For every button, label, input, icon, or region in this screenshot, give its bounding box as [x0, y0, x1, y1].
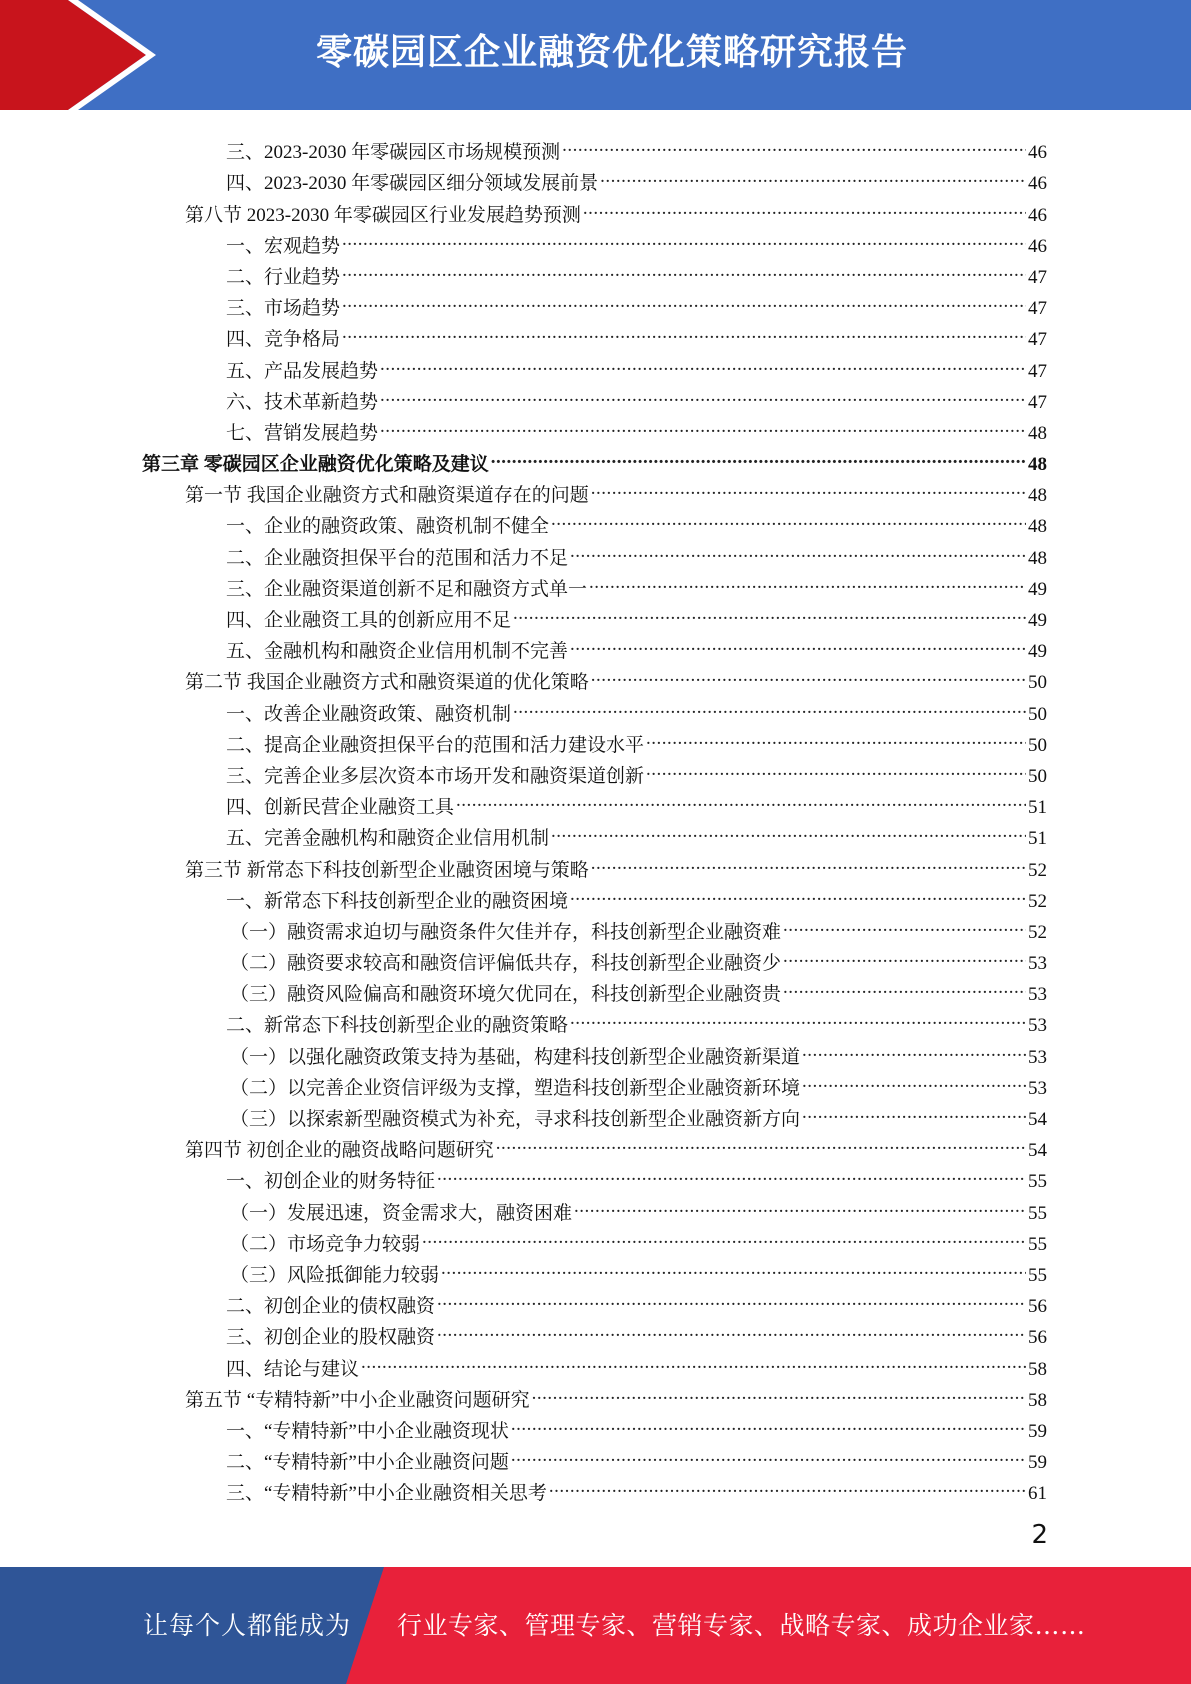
toc-page-number: 51 [1028, 797, 1047, 819]
toc-entry-title: 一、“专精特新”中小企业融资现状 [226, 1420, 509, 1442]
toc-page-number: 54 [1028, 1109, 1047, 1130]
toc-page-number: 51 [1028, 828, 1047, 850]
toc-page-number: 50 [1028, 734, 1047, 756]
toc-dot-leader [437, 1312, 1026, 1343]
toc-page-number: 52 [1028, 890, 1047, 912]
toc-entry-title: 一、宏观趋势 [226, 235, 341, 257]
toc-entry-title: 四、创新民营企业融资工具 [226, 797, 455, 819]
toc-dot-leader [591, 470, 1026, 501]
footer-slogan-left: 让每个人都能成为 [143, 1611, 352, 1640]
toc-dot-leader [783, 907, 1026, 938]
toc-page-number: 50 [1028, 765, 1047, 787]
toc-page-number: 46 [1028, 204, 1047, 226]
toc-entry-title: 第四节 初创企业的融资战略问题研究 [185, 1140, 494, 1162]
page-number: 2 [1031, 1520, 1048, 1550]
toc-entry-title: 三、企业融资渠道创新不足和融资方式单一 [226, 578, 588, 600]
header-arrow-decoration [0, 0, 240, 110]
toc-page-number: 54 [1028, 1140, 1047, 1162]
toc-dot-leader [570, 626, 1026, 657]
toc-dot-leader [562, 127, 1026, 158]
toc-page-number: 49 [1028, 641, 1047, 663]
toc-page-number: 58 [1028, 1389, 1047, 1411]
toc-entry-title: 四、竞争格局 [226, 329, 341, 351]
toc-page-number: 48 [1028, 454, 1047, 476]
toc-page-number: 47 [1028, 360, 1047, 382]
toc-page-number: 53 [1028, 1046, 1047, 1068]
toc-dot-leader [342, 283, 1026, 314]
toc-dot-leader [591, 844, 1026, 875]
toc-dot-leader [574, 1187, 1026, 1218]
toc-entry-title: （二）融资要求较高和融资信评偏低共存，科技创新型企业融资少 [230, 953, 782, 975]
footer-slogan-right: 行业专家、管理专家、营销专家、战略专家、成功企业家…… [397, 1611, 1086, 1640]
toc-dot-leader [437, 1156, 1026, 1187]
toc-entry-title: （二）以完善企业资信评级为支撑，塑造科技创新型企业融资新环境 [230, 1077, 801, 1099]
toc-page-number: 52 [1028, 859, 1047, 881]
toc-dot-leader [646, 751, 1026, 782]
toc-dot-leader [591, 657, 1026, 688]
toc-page-number: 48 [1028, 516, 1047, 538]
toc-entry-title: 二、提高企业融资担保平台的范围和活力建设水平 [226, 734, 645, 756]
toc-entry-title: 二、企业融资担保平台的范围和活力不足 [226, 547, 569, 569]
toc-entry-title: 一、企业的融资政策、融资机制不健全 [226, 516, 550, 538]
toc-page-number: 55 [1028, 1202, 1047, 1224]
toc-page-number: 47 [1028, 329, 1047, 351]
toc-dot-leader [511, 1437, 1026, 1468]
toc-entry-title: 四、结论与建议 [226, 1358, 360, 1380]
toc-page-number: 53 [1028, 1015, 1047, 1037]
toc-dot-leader [437, 1281, 1026, 1312]
page-header [0, 0, 1191, 110]
toc-dot-leader [802, 1031, 1026, 1062]
toc-entry-title: （一）融资需求迫切与融资条件欠佳并存，科技创新型企业融资难 [230, 921, 782, 943]
toc-entry-title: 第二节 我国企业融资方式和融资渠道的优化策略 [185, 672, 589, 694]
toc-entry-title: 第五节 “专精特新”中小企业融资问题研究 [185, 1389, 530, 1411]
toc-page-number: 59 [1028, 1420, 1047, 1442]
toc-dot-leader [342, 252, 1026, 283]
toc-entry-title: 三、“专精特新”中小企业融资相关思考 [226, 1483, 547, 1505]
toc-dot-leader [583, 189, 1026, 220]
toc-dot-leader [380, 345, 1026, 376]
toc-page-number: 59 [1028, 1452, 1047, 1474]
toc-entry-title: 一、初创企业的财务特征 [226, 1171, 436, 1193]
toc-dot-leader [570, 1000, 1026, 1031]
toc-dot-leader [551, 501, 1026, 532]
toc-dot-leader [441, 1250, 1026, 1281]
toc-page-number: 53 [1028, 984, 1047, 1006]
toc-page-number: 46 [1028, 173, 1047, 195]
toc-entry-title: 五、金融机构和融资企业信用机制不完善 [226, 641, 569, 663]
toc-entry-title: 六、技术革新趋势 [226, 391, 379, 413]
toc-entry-title: （三）风险抵御能力较弱 [230, 1264, 440, 1286]
toc-entry-title: （一）以强化融资政策支持为基础，构建科技创新型企业融资新渠道 [230, 1046, 801, 1068]
toc-entry-title: （二）市场竞争力较弱 [230, 1233, 421, 1255]
toc-page-number: 46 [1028, 235, 1047, 257]
toc-entry-title: 第八节 2023-2030 年零碳园区行业发展趋势预测 [185, 204, 581, 226]
toc-page-number: 48 [1028, 547, 1047, 569]
toc-dot-leader [549, 1468, 1026, 1499]
toc-dot-leader [491, 439, 1026, 470]
toc-entry-title: 二、行业趋势 [226, 266, 341, 288]
toc-page-number: 56 [1028, 1296, 1047, 1318]
report-title: 零碳园区企业融资优化策略研究报告 [316, 32, 909, 73]
toc-page-number: 55 [1028, 1171, 1047, 1193]
toc-entry-title: 三、初创企业的股权融资 [226, 1327, 436, 1349]
toc-page-number: 49 [1028, 578, 1047, 600]
toc-dot-leader [496, 1125, 1026, 1156]
toc-page-number: 49 [1028, 610, 1047, 631]
toc-page-number: 47 [1028, 298, 1047, 320]
toc-entry-title: 四、企业融资工具的创新应用不足 [226, 610, 512, 631]
toc-entry-title: 第一节 我国企业融资方式和融资渠道存在的问题 [185, 485, 589, 507]
toc-dot-leader [342, 221, 1026, 252]
toc-entry-title: 第三章 零碳园区企业融资优化策略及建议 [142, 454, 489, 476]
toc-page-number: 46 [1028, 142, 1047, 164]
toc-dot-leader [511, 1406, 1026, 1437]
toc-entry-title: 第三节 新常态下科技创新型企业融资困境与策略 [185, 859, 589, 881]
toc-page-number: 56 [1028, 1327, 1047, 1349]
toc-page-number: 52 [1028, 921, 1047, 943]
toc-entry-title: 五、完善金融机构和融资企业信用机制 [226, 828, 550, 850]
toc-dot-leader [422, 1219, 1026, 1250]
toc-entry-title: 三、完善企业多层次资本市场开发和融资渠道创新 [226, 765, 645, 787]
toc-entry-title: 七、营销发展趋势 [226, 422, 379, 444]
toc-dot-leader [570, 876, 1026, 907]
toc-entry[interactable] [142, 127, 1047, 164]
toc-entry-title: 一、改善企业融资政策、融资机制 [226, 703, 512, 725]
toc-page-number: 50 [1028, 672, 1047, 694]
toc-dot-leader [456, 782, 1026, 813]
toc-entry-title: 五、产品发展趋势 [226, 360, 379, 382]
toc-entry-title: （三）以探索新型融资模式为补充，寻求科技创新型企业融资新方向 [230, 1109, 801, 1130]
toc-dot-leader [600, 158, 1026, 189]
page-footer [0, 1567, 1191, 1684]
toc-page-number: 47 [1028, 266, 1047, 288]
toc-dot-leader [380, 408, 1026, 439]
toc-entry-title: 二、新常态下科技创新型企业的融资策略 [226, 1015, 569, 1037]
toc-dot-leader [551, 813, 1026, 844]
toc-dot-leader [513, 595, 1026, 626]
toc-entry-title: 三、2023-2030 年零碳园区市场规模预测 [226, 142, 561, 164]
toc-page-number: 48 [1028, 485, 1047, 507]
toc-dot-leader [380, 377, 1026, 408]
toc-dot-leader [513, 688, 1026, 719]
toc-page-number: 53 [1028, 1077, 1047, 1099]
toc-dot-leader [342, 314, 1026, 345]
toc-dot-leader [802, 1063, 1026, 1094]
table-of-contents [142, 127, 1047, 1505]
toc-entry-title: （三）融资风险偏高和融资环境欠优同在，科技创新型企业融资贵 [230, 984, 782, 1006]
toc-entry-title: 一、新常态下科技创新型企业的融资困境 [226, 890, 569, 912]
toc-page-number: 58 [1028, 1358, 1047, 1380]
toc-entry-title: （一）发展迅速，资金需求大，融资困难 [230, 1202, 573, 1224]
toc-entry-title: 二、初创企业的债权融资 [226, 1296, 436, 1318]
toc-page-number: 48 [1028, 422, 1047, 444]
toc-entry-title: 二、“专精特新”中小企业融资问题 [226, 1452, 509, 1474]
toc-page-number: 53 [1028, 953, 1047, 975]
toc-page-number: 50 [1028, 703, 1047, 725]
toc-page-number: 55 [1028, 1233, 1047, 1255]
toc-dot-leader [646, 720, 1026, 751]
toc-page-number: 61 [1028, 1483, 1047, 1505]
toc-entry-title: 三、市场趋势 [226, 298, 341, 320]
toc-dot-leader [783, 938, 1026, 969]
toc-dot-leader [532, 1375, 1026, 1406]
toc-page-number: 47 [1028, 391, 1047, 413]
toc-dot-leader [783, 969, 1026, 1000]
toc-page-number: 55 [1028, 1264, 1047, 1286]
toc-dot-leader [570, 532, 1026, 563]
toc-dot-leader [361, 1343, 1026, 1374]
toc-dot-leader [589, 564, 1026, 595]
toc-entry-title: 四、2023-2030 年零碳园区细分领域发展前景 [226, 173, 599, 195]
toc-dot-leader [802, 1094, 1026, 1125]
